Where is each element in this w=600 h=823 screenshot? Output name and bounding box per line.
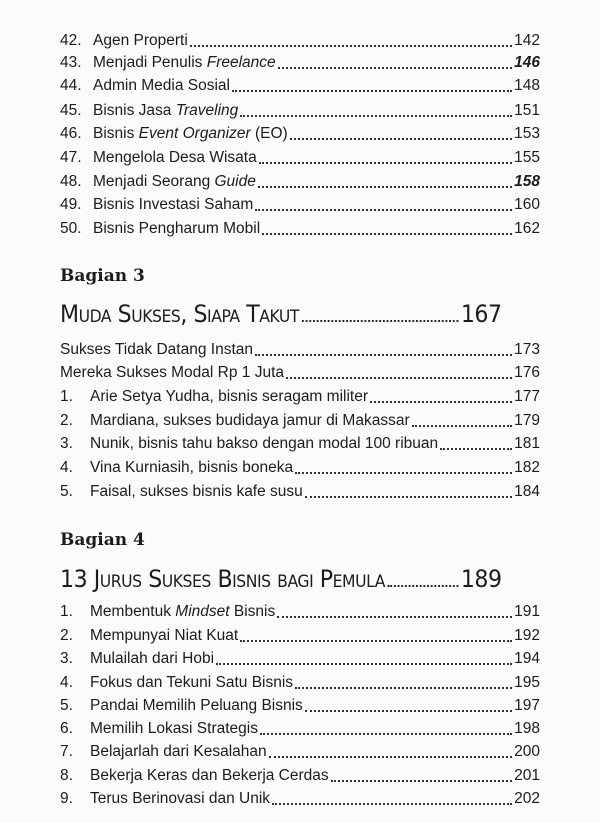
entry-page: 176 <box>514 364 540 381</box>
entry-title: Bisnis Investasi Saham <box>93 196 254 213</box>
toc-entry <box>60 147 540 169</box>
part-label: Bagian 4 <box>60 530 145 550</box>
entry-title: Vina Kurniasih, bisnis boneka <box>90 459 294 476</box>
leader-dots <box>240 109 512 117</box>
leader-dots <box>305 490 512 498</box>
entry-title: Sukses Tidak Datang Instan <box>60 341 254 358</box>
entry-title: Menjadi Seorang Guide <box>93 173 256 190</box>
entry-number: 9. <box>60 790 73 807</box>
toc-entry <box>60 123 540 145</box>
entry-number: 1. <box>60 603 73 620</box>
entry-title: Pandai Memilih Peluang Bisnis <box>90 697 303 714</box>
entry-page: 201 <box>514 767 540 784</box>
toc-entry <box>60 30 540 52</box>
leader-dots <box>305 704 512 712</box>
entry-page: 177 <box>514 388 540 405</box>
entry-number: 5. <box>60 697 73 714</box>
entry-number: 42. <box>60 32 82 49</box>
entry-page: 179 <box>514 412 540 429</box>
entry-page: 142 <box>514 32 540 49</box>
entry-number: 43. <box>60 54 82 71</box>
leader-dots <box>262 227 512 235</box>
entry-number: 1. <box>60 388 73 405</box>
part-title <box>60 561 502 597</box>
entry-title: Belajarlah dari Kesalahan <box>90 743 267 760</box>
entry-page: 160 <box>514 196 540 213</box>
toc-entry <box>60 362 540 384</box>
part-title <box>60 296 502 332</box>
toc-entry <box>60 339 540 361</box>
leader-dots <box>295 466 512 474</box>
part-page: 189 <box>460 565 502 593</box>
entry-page: 192 <box>514 627 540 644</box>
entry-page: 162 <box>514 220 540 237</box>
entry-page: 153 <box>514 125 540 142</box>
leader-dots <box>370 395 512 403</box>
entry-page: 194 <box>514 650 540 667</box>
entry-number: 6. <box>60 720 73 737</box>
leader-dots <box>277 610 512 618</box>
entry-number: 3. <box>60 650 73 667</box>
entry-number: 49. <box>60 196 82 213</box>
entry-title: Mulailah dari Hobi <box>90 650 215 667</box>
entry-number: 8. <box>60 767 73 784</box>
entry-number: 45. <box>60 102 82 119</box>
toc-entry <box>60 218 540 240</box>
entry-page: 146 <box>514 54 540 71</box>
leader-dots <box>286 371 512 379</box>
entry-page: 197 <box>514 697 540 714</box>
entry-title: Terus Berinovasi dan Unik <box>90 790 271 807</box>
toc-entry <box>60 433 540 455</box>
entry-page: 151 <box>514 102 540 119</box>
entry-number: 48. <box>60 173 82 190</box>
leader-dots <box>232 84 512 92</box>
entry-page: 198 <box>514 720 540 737</box>
leader-dots <box>331 774 512 782</box>
entry-number: 44. <box>60 77 82 94</box>
entry-title: Admin Media Sosial <box>93 77 230 94</box>
entry-title: Mereka Sukses Modal Rp 1 Juta <box>60 364 284 381</box>
toc-entry <box>60 741 540 763</box>
entry-title: Bisnis Event Organizer (EO) <box>93 125 288 142</box>
toc-entry <box>60 100 540 122</box>
entry-number: 5. <box>60 483 73 500</box>
toc-entry <box>60 765 540 787</box>
entry-page: 191 <box>514 603 540 620</box>
entry-number: 7. <box>60 743 73 760</box>
entry-number: 46. <box>60 125 82 142</box>
leader-dots <box>278 61 512 69</box>
entry-title: Agen Properti <box>93 32 188 49</box>
entry-page: 173 <box>514 341 540 358</box>
leader-dots <box>272 797 512 805</box>
toc-entry <box>60 457 540 479</box>
entry-title: Bisnis Pengharum Mobil <box>93 220 261 237</box>
entry-number: 2. <box>60 627 73 644</box>
entry-title: Bekerja Keras dan Bekerja Cerdas <box>90 767 329 784</box>
entry-number: 50. <box>60 220 82 237</box>
toc-entry <box>60 171 540 193</box>
leader-dots <box>388 577 458 587</box>
toc-entry <box>60 625 540 647</box>
toc-entry <box>60 75 540 97</box>
leader-dots <box>269 750 512 758</box>
entry-page: 158 <box>514 173 540 190</box>
entry-title: Fokus dan Tekuni Satu Bisnis <box>90 674 294 691</box>
toc-entry <box>60 481 540 503</box>
entry-title: Mardiana, sukses budidaya jamur di Makassar <box>90 412 410 429</box>
toc-entry <box>60 194 540 216</box>
entry-title: Memilih Lokasi Strategis <box>90 720 258 737</box>
entry-title: Faisal, sukses bisnis kafe susu <box>90 483 303 500</box>
leader-dots <box>259 156 512 164</box>
entry-number: 47. <box>60 149 82 166</box>
part-title-text: Muda Sukses, Siapa Takut <box>60 300 299 328</box>
entry-page: 182 <box>514 459 540 476</box>
toc-entry <box>60 648 540 670</box>
leader-dots <box>260 727 512 735</box>
entry-number: 4. <box>60 674 73 691</box>
entry-title: Nunik, bisnis tahu bakso dengan modal 100 ribuan <box>90 435 439 452</box>
entry-page: 200 <box>514 743 540 760</box>
entry-number: 3. <box>60 435 73 452</box>
entry-page: 202 <box>514 790 540 807</box>
part-page: 167 <box>460 300 502 328</box>
leader-dots <box>255 203 512 211</box>
entry-title: Membentuk Mindset Bisnis <box>90 603 276 620</box>
leader-dots <box>302 312 458 322</box>
entry-number: 2. <box>60 412 73 429</box>
entry-page: 184 <box>514 483 540 500</box>
entry-page: 148 <box>514 77 540 94</box>
entry-page: 155 <box>514 149 540 166</box>
entry-title: Mempunyai Niat Kuat <box>90 627 239 644</box>
leader-dots <box>255 348 512 356</box>
entry-number: 4. <box>60 459 73 476</box>
toc-entry <box>60 718 540 740</box>
entry-title: Menjadi Penulis Freelance <box>93 54 276 71</box>
leader-dots <box>258 180 512 188</box>
entry-title: Mengelola Desa Wisata <box>93 149 257 166</box>
entry-title: Bisnis Jasa Traveling <box>93 102 239 119</box>
leader-dots <box>240 634 512 642</box>
part-label: Bagian 3 <box>60 266 145 286</box>
toc-entry <box>60 52 540 74</box>
toc-entry <box>60 601 540 623</box>
leader-dots <box>290 132 512 140</box>
leader-dots <box>190 39 512 47</box>
leader-dots <box>412 419 513 427</box>
toc-entry <box>60 386 540 408</box>
leader-dots <box>216 657 512 665</box>
toc-entry <box>60 672 540 694</box>
entry-page: 195 <box>514 674 540 691</box>
entry-page: 181 <box>514 435 540 452</box>
leader-dots <box>440 442 512 450</box>
toc-entry <box>60 788 540 810</box>
entry-title: Arie Setya Yudha, bisnis seragam militer <box>90 388 368 405</box>
toc-entry <box>60 410 540 432</box>
part-title-text: 13 Jurus Sukses Bisnis bagi Pemula <box>60 565 385 593</box>
leader-dots <box>295 681 512 689</box>
toc-entry <box>60 695 540 717</box>
